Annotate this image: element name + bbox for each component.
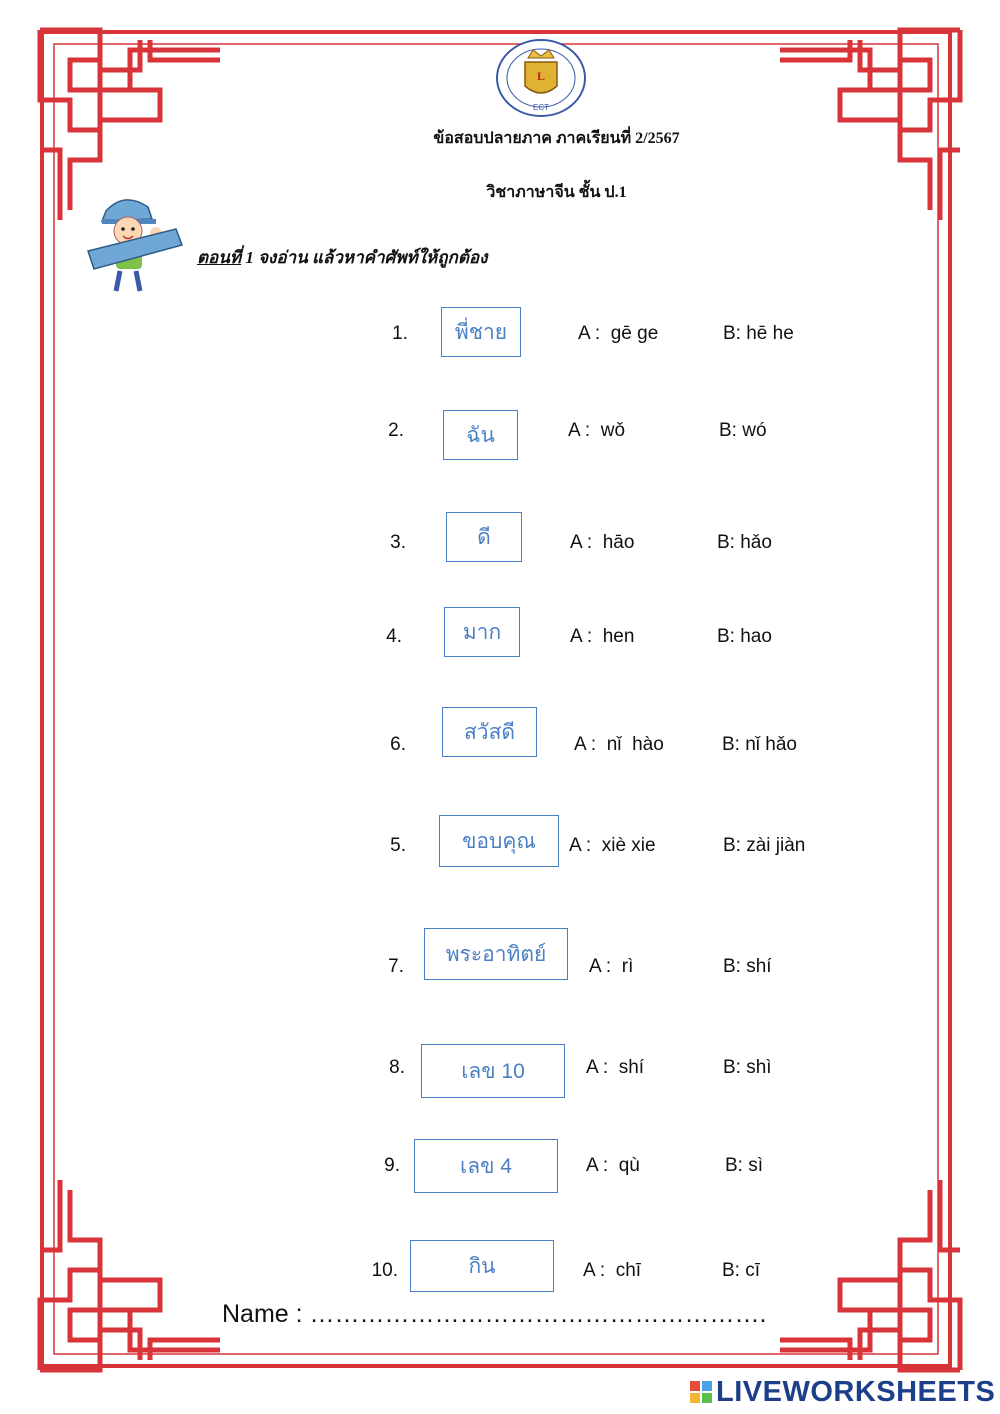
- option-a[interactable]: A : wǒ: [568, 420, 626, 441]
- cartoon-boy-image: [86, 193, 186, 293]
- question-number: 1.: [392, 323, 408, 344]
- instruction-text: จงอ่าน แล้วหาคำศัพท์ให้ถูกต้อง: [253, 248, 488, 267]
- thai-word-box: พี่ชาย: [441, 307, 521, 357]
- option-b[interactable]: B: hē he: [723, 323, 794, 344]
- option-b[interactable]: B: sì: [725, 1155, 764, 1176]
- option-a[interactable]: A : gē ge: [578, 323, 659, 344]
- option-a[interactable]: A : nǐ hào: [574, 734, 664, 755]
- question-number: 8.: [389, 1057, 405, 1078]
- name-field[interactable]: Name : ……………………………………………….: [222, 1300, 767, 1328]
- part-number: 1: [241, 248, 254, 267]
- liveworksheets-logo-icon: [690, 1381, 712, 1403]
- question-number: 6.: [390, 734, 406, 755]
- watermark-text: LIVEWORKSHEETS: [716, 1375, 996, 1408]
- option-b[interactable]: B: hao: [717, 626, 772, 647]
- option-a[interactable]: A : chī: [583, 1260, 642, 1281]
- liveworksheets-watermark: [690, 1372, 995, 1412]
- option-b[interactable]: B: shì: [723, 1057, 772, 1078]
- option-b[interactable]: B: cī: [722, 1260, 761, 1281]
- instruction: [197, 244, 487, 271]
- option-a[interactable]: A : hen: [570, 626, 635, 647]
- thai-word-box: เลข 4: [414, 1139, 558, 1193]
- thai-word-box: กิน: [410, 1240, 554, 1292]
- question-number: 5.: [390, 835, 406, 856]
- option-b[interactable]: B: nǐ hǎo: [722, 734, 797, 755]
- question-number: 10.: [371, 1260, 398, 1281]
- question-number: 7.: [388, 956, 404, 977]
- school-logo: [495, 38, 587, 118]
- question-number: 9.: [384, 1155, 400, 1176]
- svg-text:ECT: ECT: [533, 103, 549, 112]
- question-number: 2.: [388, 420, 404, 441]
- option-b[interactable]: B: wó: [719, 420, 767, 441]
- option-a[interactable]: A : hāo: [570, 532, 635, 553]
- option-b[interactable]: B: zài jiàn: [723, 835, 806, 856]
- svg-text:L: L: [536, 69, 546, 83]
- option-a[interactable]: A : rì: [589, 956, 634, 977]
- thai-word-box: พระอาทิตย์: [424, 928, 568, 980]
- part-label: ตอนที่: [197, 248, 242, 267]
- option-b[interactable]: B: shí: [723, 956, 772, 977]
- thai-word-box: สวัสดี: [442, 707, 537, 757]
- thai-word-box: ฉัน: [443, 410, 518, 460]
- option-a[interactable]: A : qù: [586, 1155, 640, 1176]
- option-b[interactable]: B: hǎo: [717, 532, 772, 553]
- question-number: 4.: [386, 626, 402, 647]
- exam-title: ข้อสอบปลายภาค ภาคเรียนที่ 2/2567: [433, 130, 680, 147]
- thai-word-box: ดี: [446, 512, 522, 562]
- option-a[interactable]: A : shí: [586, 1057, 645, 1078]
- subject-title: วิชาภาษาจีน ชั้น ป.1: [486, 184, 627, 201]
- thai-word-box: มาก: [444, 607, 520, 657]
- question-number: 3.: [390, 532, 406, 553]
- thai-word-box: ขอบคุณ: [439, 815, 559, 867]
- option-a[interactable]: A : xiè xie: [569, 835, 656, 856]
- thai-word-box: เลข 10: [421, 1044, 565, 1098]
